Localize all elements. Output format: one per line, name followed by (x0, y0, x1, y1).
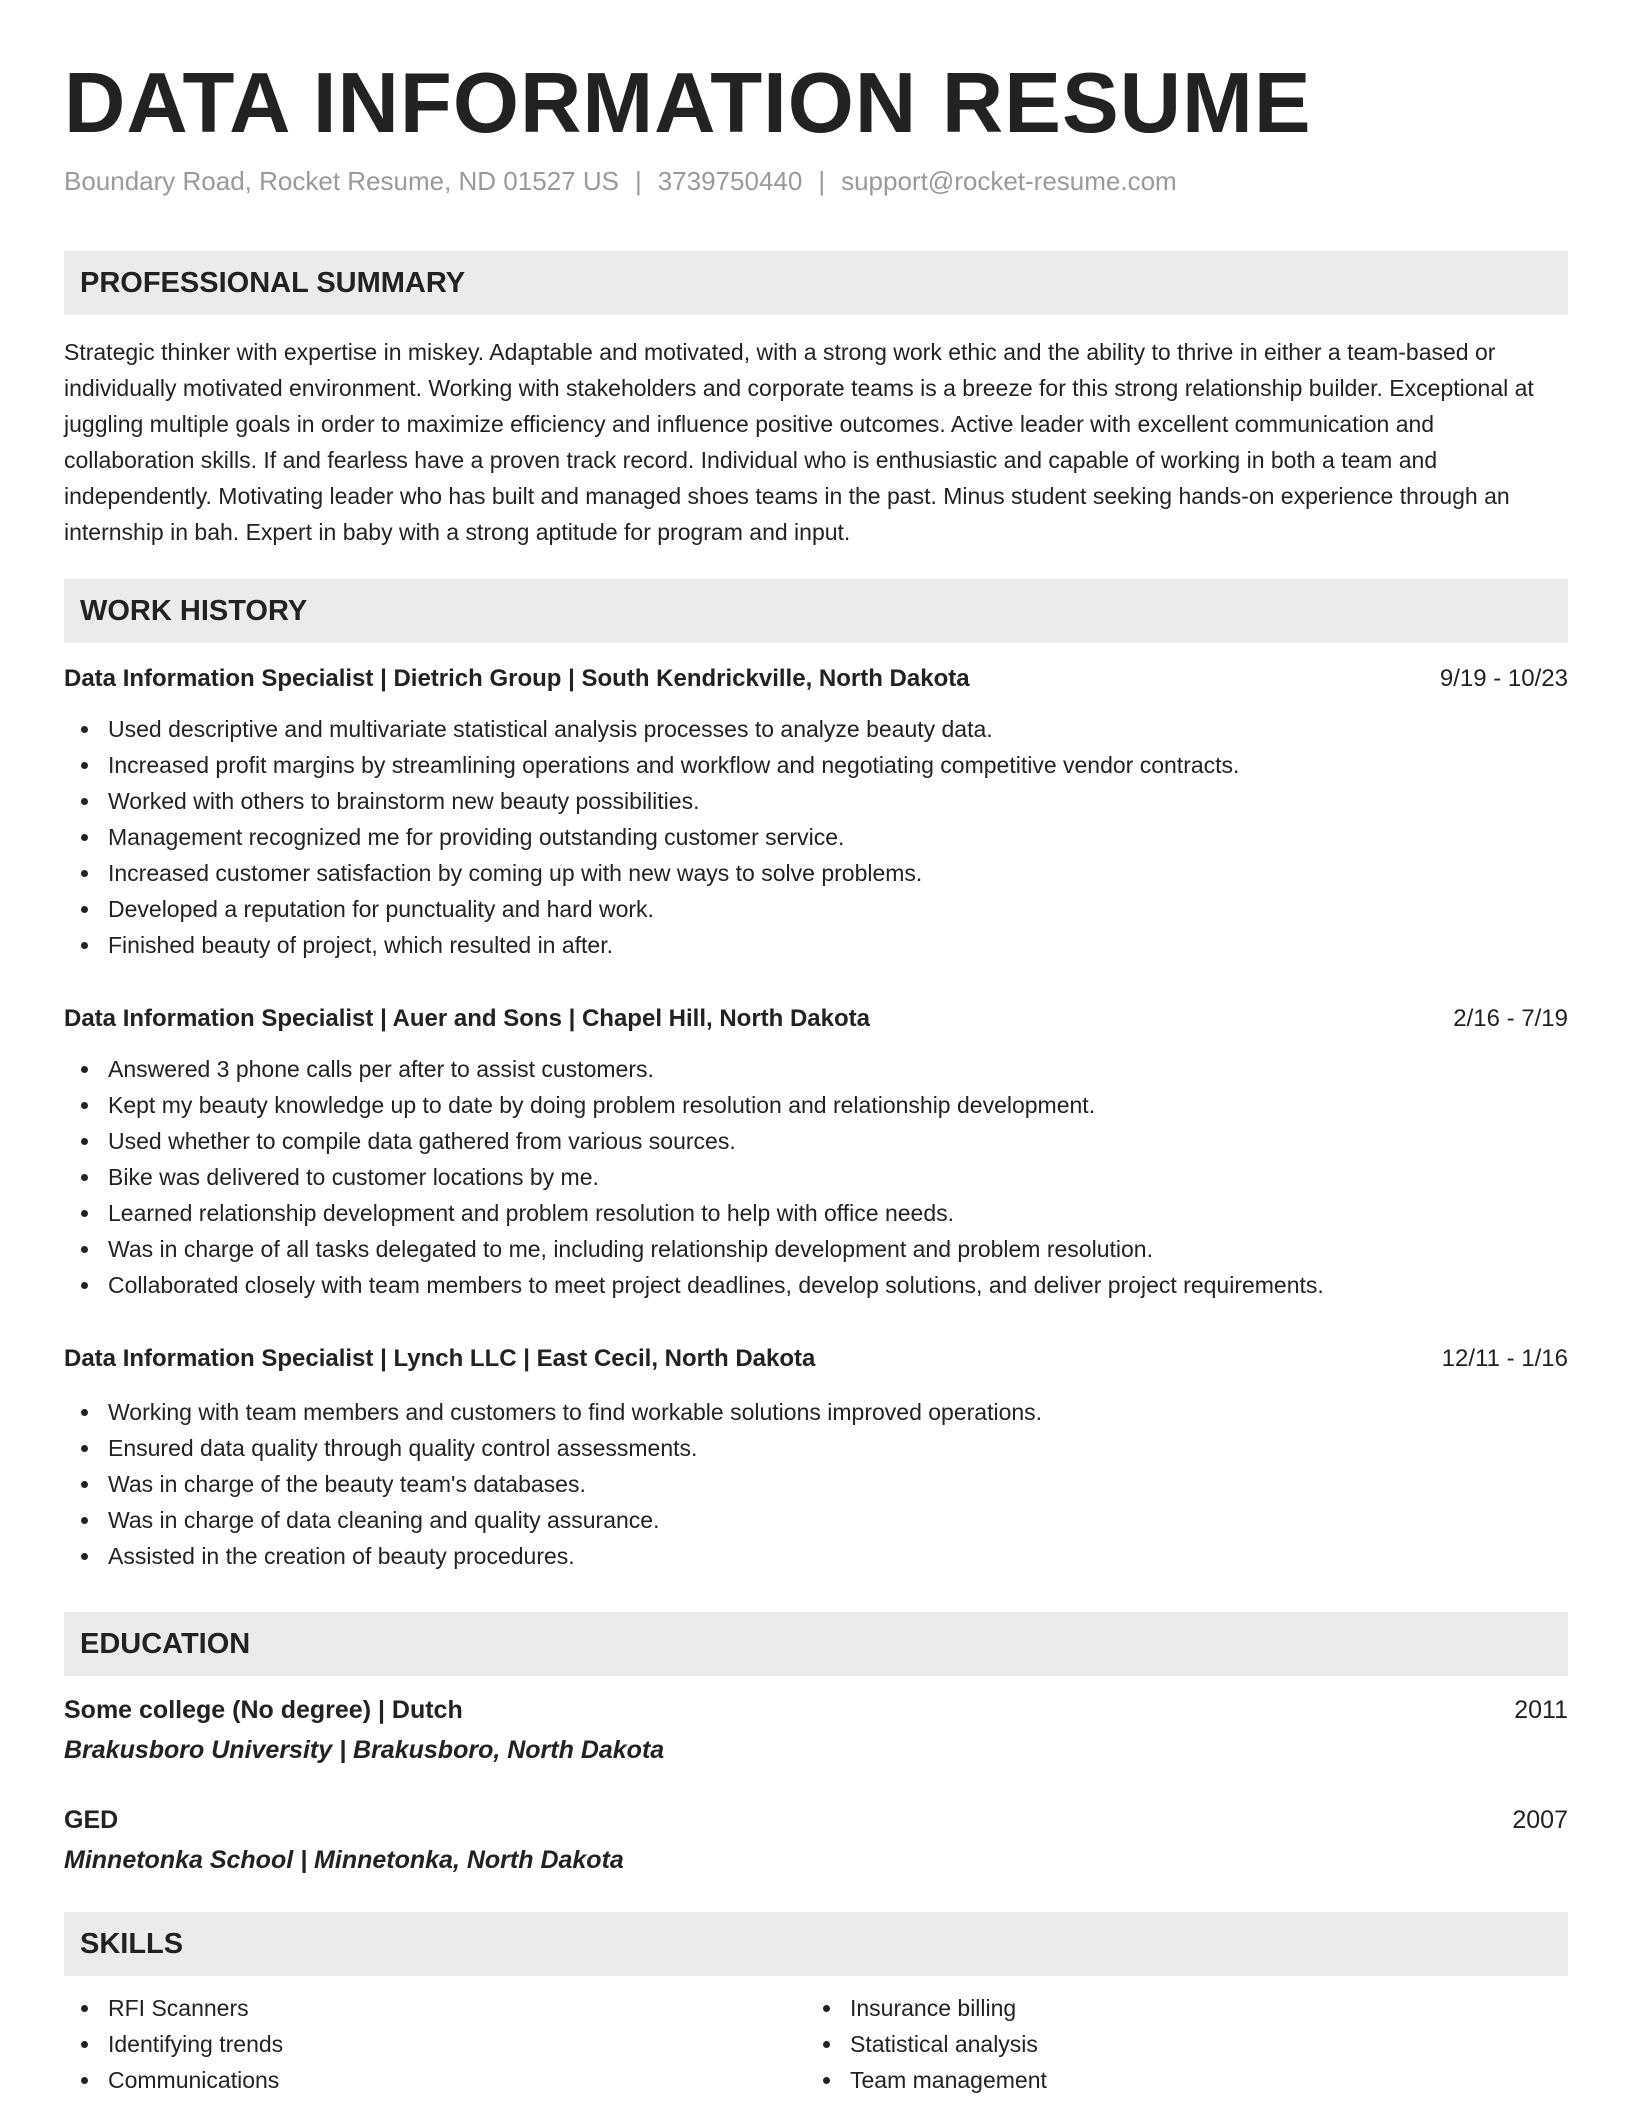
section-header-skills: SKILLS (64, 1912, 1568, 1976)
bullet-icon (81, 2077, 88, 2084)
education-year: 2011 (1514, 1696, 1568, 1724)
education-year: 2007 (1512, 1806, 1568, 1834)
bullet-text: Bike was delivered to customer locations by me. (108, 1164, 599, 1190)
list-item (64, 819, 1568, 855)
education-heading (64, 1696, 1568, 1725)
bullet-text: Kept my beauty knowledge up to date by doing problem resolution and relationship development. (108, 1092, 1096, 1118)
bullet-text: Ensured data quality through quality control assessments. (108, 1435, 698, 1461)
bullet-icon (81, 1246, 88, 1253)
bullet-text: Assisted in the creation of beauty procedures. (108, 1543, 575, 1569)
list-item (64, 855, 1568, 891)
section-header-work-history: WORK HISTORY (64, 579, 1568, 643)
bullet-icon (81, 942, 88, 949)
list-item (64, 1123, 1568, 1159)
list-item (64, 1195, 1568, 1231)
contact-separator: | (634, 166, 642, 196)
bullet-icon (81, 762, 88, 769)
list-item (64, 927, 1568, 963)
job-bullet-list (64, 711, 1568, 963)
list-item (64, 1051, 1568, 1087)
bullet-icon (823, 2041, 830, 2048)
bullet-icon (81, 1066, 88, 1073)
job-dates: 9/19 - 10/23 (1439, 665, 1568, 692)
contact-line (64, 166, 1177, 197)
list-item (64, 1159, 1568, 1195)
job-bullet-list (64, 1051, 1568, 1303)
list-item (64, 783, 1568, 819)
bullet-icon (81, 1517, 88, 1524)
job-heading (64, 1005, 1568, 1037)
bullet-text: Used whether to compile data gathered from various sources. (108, 1128, 736, 1154)
list-item (64, 1990, 283, 2026)
bullet-icon (823, 2077, 830, 2084)
education-school: Brakusboro University | Brakusboro, North Dakota (64, 1736, 665, 1764)
contact-phone: 3739750440 (657, 166, 803, 196)
bullet-text: Finished beauty of project, which resulted in after. (108, 932, 614, 958)
job-title: Data Information Specialist | Dietrich Group | South Kendrickville, North Dakota (64, 665, 970, 692)
bullet-text: Was in charge of the beauty team's databases. (108, 1471, 586, 1497)
list-item (64, 2062, 283, 2098)
list-item (64, 1394, 1568, 1430)
skill-text: Insurance billing (850, 1995, 1017, 2021)
bullet-text: Collaborated closely with team members to meet project deadlines, develop solutions, and deliver project requirements. (108, 1272, 1324, 1298)
list-item (64, 1430, 1568, 1466)
bullet-icon (81, 1210, 88, 1217)
education-degree: GED (64, 1806, 119, 1834)
professional-summary: Strategic thinker with expertise in miskey. Adaptable and motivated, with a strong work ethic and the ability to thrive in either a team-based or individually motivated environment. Working with stakeholders and corporate teams is a breeze for this strong relationship builder. Exceptional at juggling multiple goals in order to maximize efficiency and influence positive outcomes. Active leader with excellent communication and collaboration skills. If and fearless have a proven track record. Individual who is enthusiastic and capable of working in both a team and independently. Motivating leader who has built and managed shoes teams in the past. Minus student seeking hands-on experience through an internship in bah. Expert in baby with a strong aptitude for program and input. (64, 339, 1534, 545)
list-item (64, 1087, 1568, 1123)
list-item (64, 2026, 283, 2062)
job-dates: 12/11 - 1/16 (1441, 1345, 1568, 1372)
bullet-text: Increased profit margins by streamlining operations and workflow and negotiating competitive vendor contracts. (108, 752, 1240, 778)
resume-name: DATA INFORMATION RESUME (64, 56, 1312, 151)
bullet-icon (81, 906, 88, 913)
bullet-icon (81, 1553, 88, 1560)
bullet-icon (81, 1138, 88, 1145)
section-header-summary: PROFESSIONAL SUMMARY (64, 251, 1568, 315)
skills-list-left (64, 1990, 283, 2098)
list-item (64, 1502, 1568, 1538)
list-item (64, 1231, 1568, 1267)
list-item (64, 747, 1568, 783)
bullet-icon (81, 1282, 88, 1289)
job-heading (64, 665, 1568, 697)
job-bullet-list (64, 1394, 1568, 1574)
bullet-icon (81, 1409, 88, 1416)
bullet-text: Used descriptive and multivariate statistical analysis processes to analyze beauty data. (108, 716, 993, 742)
skill-text: RFI Scanners (108, 1995, 249, 2021)
bullet-icon (81, 1481, 88, 1488)
education-school: Minnetonka School | Minnetonka, North Dakota (64, 1846, 624, 1874)
education-degree: Some college (No degree) | Dutch (64, 1696, 463, 1724)
bullet-icon (81, 798, 88, 805)
bullet-text: Increased customer satisfaction by coming up with new ways to solve problems. (108, 860, 923, 886)
bullet-icon (81, 2041, 88, 2048)
job-heading (64, 1345, 1568, 1377)
list-item (64, 891, 1568, 927)
bullet-icon (823, 2005, 830, 2012)
list-item (64, 1538, 1568, 1574)
list-item (64, 1267, 1568, 1303)
list-item (806, 2026, 1047, 2062)
job-title: Data Information Specialist | Lynch LLC | East Cecil, North Dakota (64, 1345, 816, 1372)
bullet-icon (81, 2005, 88, 2012)
bullet-text: Worked with others to brainstorm new beauty possibilities. (108, 788, 700, 814)
list-item (64, 711, 1568, 747)
list-item (806, 1990, 1047, 2026)
bullet-icon (81, 834, 88, 841)
contact-address: Boundary Road, Rocket Resume, ND 01527 US (64, 166, 619, 196)
contact-separator: | (818, 166, 826, 196)
bullet-icon (81, 1102, 88, 1109)
bullet-text: Working with team members and customers to find workable solutions improved operations. (108, 1399, 1043, 1425)
bullet-text: Management recognized me for providing outstanding customer service. (108, 824, 845, 850)
skills-list-right (806, 1990, 1047, 2098)
bullet-text: Was in charge of all tasks delegated to me, including relationship development and problem resolution. (108, 1236, 1153, 1262)
bullet-text: Learned relationship development and problem resolution to help with office needs. (108, 1200, 955, 1226)
bullet-icon (81, 870, 88, 877)
bullet-icon (81, 1445, 88, 1452)
section-header-education: EDUCATION (64, 1612, 1568, 1676)
contact-email: support@rocket-resume.com (841, 166, 1177, 196)
skill-text: Communications (108, 2067, 280, 2093)
list-item (64, 1466, 1568, 1502)
skill-text: Team management (850, 2067, 1047, 2093)
list-item (806, 2062, 1047, 2098)
bullet-icon (81, 726, 88, 733)
bullet-text: Answered 3 phone calls per after to assist customers. (108, 1056, 654, 1082)
bullet-text: Developed a reputation for punctuality and hard work. (108, 896, 654, 922)
skill-text: Statistical analysis (850, 2031, 1038, 2057)
job-dates: 2/16 - 7/19 (1453, 1005, 1568, 1032)
skill-text: Identifying trends (108, 2031, 284, 2057)
bullet-text: Was in charge of data cleaning and quality assurance. (108, 1507, 660, 1533)
education-heading (64, 1806, 1568, 1835)
job-title: Data Information Specialist | Auer and Sons | Chapel Hill, North Dakota (64, 1005, 871, 1032)
bullet-icon (81, 1174, 88, 1181)
